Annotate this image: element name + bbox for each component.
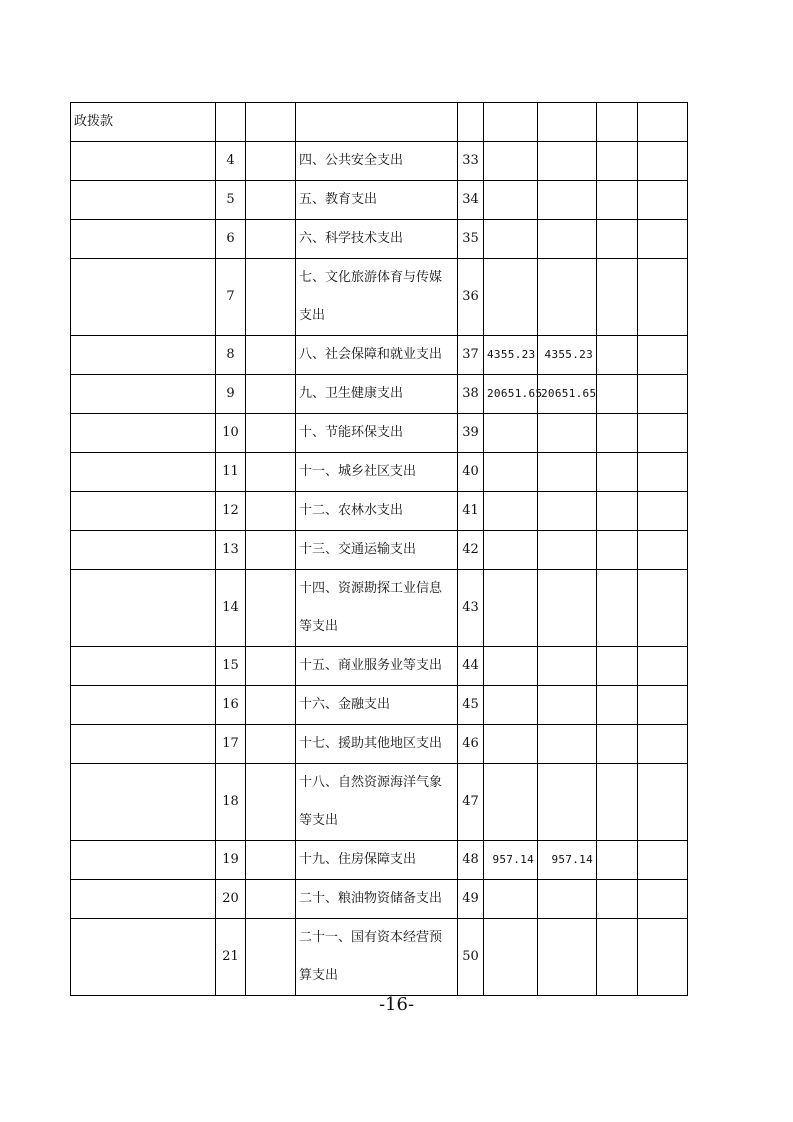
- line-number-cell: 19: [216, 841, 246, 880]
- blank-cell: [246, 336, 296, 375]
- amount-cell: [597, 880, 638, 919]
- expenditure-item-cell: 十三、交通运输支出: [296, 531, 458, 570]
- line-number-cell: 9: [216, 375, 246, 414]
- category-cell: [71, 259, 216, 336]
- amount-cell: [597, 841, 638, 880]
- category-cell: [71, 880, 216, 919]
- table-row: [71, 220, 688, 259]
- amount-cell: [638, 414, 688, 453]
- amount-cell: [484, 725, 538, 764]
- category-cell: [71, 453, 216, 492]
- blank-cell: [246, 414, 296, 453]
- amount-cell: [638, 570, 688, 647]
- category-cell: [71, 414, 216, 453]
- category-cell: [71, 220, 216, 259]
- expenditure-item-cell: 二十、粮油物资储备支出: [296, 880, 458, 919]
- expenditure-item-cell: 十一、城乡社区支出: [296, 453, 458, 492]
- amount-cell: [484, 414, 538, 453]
- amount-cell: [597, 142, 638, 181]
- amount-cell: [638, 880, 688, 919]
- category-cell: [71, 919, 216, 996]
- budget-table: [70, 102, 688, 996]
- amount-cell: [597, 919, 638, 996]
- blank-cell: [246, 492, 296, 531]
- amount-cell: [597, 647, 638, 686]
- blank-cell: [246, 453, 296, 492]
- line-number-cell: 13: [216, 531, 246, 570]
- category-cell: [71, 647, 216, 686]
- blank-cell: [246, 375, 296, 414]
- amount-cell: 20651.65: [484, 375, 538, 414]
- line-number-cell: 49: [458, 880, 484, 919]
- amount-cell: [597, 259, 638, 336]
- amount-cell: [538, 103, 597, 142]
- amount-cell: [538, 647, 597, 686]
- blank-cell: [246, 841, 296, 880]
- category-cell: [71, 764, 216, 841]
- amount-cell: [638, 142, 688, 181]
- category-cell: [71, 181, 216, 220]
- expenditure-item-cell: 十八、自然资源海洋气象等支出: [296, 764, 458, 841]
- table-row: [71, 531, 688, 570]
- line-number-cell: 4: [216, 142, 246, 181]
- blank-cell: [246, 647, 296, 686]
- amount-cell: [538, 880, 597, 919]
- blank-cell: [246, 103, 296, 142]
- amount-cell: [597, 764, 638, 841]
- expenditure-item-cell: 十九、住房保障支出: [296, 841, 458, 880]
- amount-cell: [538, 725, 597, 764]
- line-number-cell: 40: [458, 453, 484, 492]
- amount-cell: [484, 142, 538, 181]
- blank-cell: [246, 181, 296, 220]
- table-row: [71, 880, 688, 919]
- line-number-cell: 50: [458, 919, 484, 996]
- table-body: [71, 103, 688, 996]
- amount-cell: [538, 142, 597, 181]
- line-number-cell: 5: [216, 181, 246, 220]
- blank-cell: [246, 880, 296, 919]
- line-number-cell: 39: [458, 414, 484, 453]
- line-number-cell: 46: [458, 725, 484, 764]
- amount-cell: [538, 220, 597, 259]
- table-row: [71, 725, 688, 764]
- line-number-cell: 47: [458, 764, 484, 841]
- category-cell: [71, 725, 216, 764]
- amount-cell: [484, 531, 538, 570]
- table-row: [71, 181, 688, 220]
- line-number-cell: 16: [216, 686, 246, 725]
- amount-cell: [484, 570, 538, 647]
- line-number-cell: 35: [458, 220, 484, 259]
- amount-cell: [597, 531, 638, 570]
- amount-cell: [484, 181, 538, 220]
- amount-cell: [484, 880, 538, 919]
- page-number: -16-: [378, 994, 415, 1015]
- category-cell: 政拨款: [71, 103, 216, 142]
- blank-cell: [246, 764, 296, 841]
- amount-cell: [484, 453, 538, 492]
- amount-cell: [484, 647, 538, 686]
- amount-cell: [597, 453, 638, 492]
- table-row: [71, 142, 688, 181]
- blank-cell: [246, 570, 296, 647]
- amount-cell: [638, 492, 688, 531]
- amount-cell: [538, 259, 597, 336]
- table-row: [71, 336, 688, 375]
- line-number-cell: 8: [216, 336, 246, 375]
- category-cell: [71, 570, 216, 647]
- amount-cell: [638, 375, 688, 414]
- amount-cell: [538, 531, 597, 570]
- amount-cell: [597, 375, 638, 414]
- line-number-cell: 6: [216, 220, 246, 259]
- amount-cell: 957.14: [484, 841, 538, 880]
- amount-cell: [638, 725, 688, 764]
- line-number-cell: 15: [216, 647, 246, 686]
- expenditure-item-cell: 十四、资源勘探工业信息等支出: [296, 570, 458, 647]
- table-row: [71, 492, 688, 531]
- amount-cell: 4355.23: [484, 336, 538, 375]
- expenditure-item-cell: [296, 103, 458, 142]
- category-cell: [71, 686, 216, 725]
- line-number-cell: 11: [216, 453, 246, 492]
- amount-cell: [538, 919, 597, 996]
- amount-cell: [638, 531, 688, 570]
- amount-cell: [538, 570, 597, 647]
- category-cell: [71, 375, 216, 414]
- line-number-cell: 44: [458, 647, 484, 686]
- amount-cell: [484, 220, 538, 259]
- table-row: [71, 570, 688, 647]
- line-number-cell: 45: [458, 686, 484, 725]
- table-row: [71, 414, 688, 453]
- amount-cell: [638, 453, 688, 492]
- table-row: [71, 647, 688, 686]
- amount-cell: 20651.65: [538, 375, 597, 414]
- expenditure-item-cell: 二十一、国有资本经营预算支出: [296, 919, 458, 996]
- amount-cell: [484, 919, 538, 996]
- amount-cell: [538, 181, 597, 220]
- amount-cell: [597, 570, 638, 647]
- amount-cell: [597, 414, 638, 453]
- line-number-cell: 20: [216, 880, 246, 919]
- line-number-cell: 12: [216, 492, 246, 531]
- line-number-cell: 42: [458, 531, 484, 570]
- category-cell: [71, 531, 216, 570]
- amount-cell: 957.14: [538, 841, 597, 880]
- table-row: [71, 841, 688, 880]
- amount-cell: [597, 103, 638, 142]
- table-row: [71, 103, 688, 142]
- amount-cell: [638, 220, 688, 259]
- amount-cell: [597, 220, 638, 259]
- amount-cell: [638, 103, 688, 142]
- amount-cell: [597, 336, 638, 375]
- amount-cell: [484, 259, 538, 336]
- line-number-cell: 33: [458, 142, 484, 181]
- line-number-cell: 17: [216, 725, 246, 764]
- line-number-cell: [216, 103, 246, 142]
- line-number-cell: 41: [458, 492, 484, 531]
- expenditure-item-cell: 五、教育支出: [296, 181, 458, 220]
- expenditure-item-cell: 十二、农林水支出: [296, 492, 458, 531]
- line-number-cell: 18: [216, 764, 246, 841]
- table-row: [71, 764, 688, 841]
- amount-cell: [538, 453, 597, 492]
- blank-cell: [246, 686, 296, 725]
- line-number-cell: 14: [216, 570, 246, 647]
- expenditure-item-cell: 十六、金融支出: [296, 686, 458, 725]
- expenditure-item-cell: 十五、商业服务业等支出: [296, 647, 458, 686]
- line-number-cell: 48: [458, 841, 484, 880]
- line-number-cell: 38: [458, 375, 484, 414]
- amount-cell: [638, 336, 688, 375]
- line-number-cell: 34: [458, 181, 484, 220]
- table-row: [71, 259, 688, 336]
- expenditure-item-cell: 九、卫生健康支出: [296, 375, 458, 414]
- category-cell: [71, 492, 216, 531]
- amount-cell: [597, 725, 638, 764]
- line-number-cell: 43: [458, 570, 484, 647]
- blank-cell: [246, 531, 296, 570]
- line-number-cell: 37: [458, 336, 484, 375]
- amount-cell: [538, 764, 597, 841]
- line-number-cell: 10: [216, 414, 246, 453]
- amount-cell: 4355.23: [538, 336, 597, 375]
- amount-cell: [484, 764, 538, 841]
- line-number-cell: [458, 103, 484, 142]
- line-number-cell: 21: [216, 919, 246, 996]
- amount-cell: [538, 686, 597, 725]
- amount-cell: [638, 841, 688, 880]
- expenditure-item-cell: 六、科学技术支出: [296, 220, 458, 259]
- table-row: [71, 686, 688, 725]
- amount-cell: [484, 686, 538, 725]
- blank-cell: [246, 725, 296, 764]
- expenditure-item-cell: 十、节能环保支出: [296, 414, 458, 453]
- amount-cell: [638, 686, 688, 725]
- amount-cell: [538, 414, 597, 453]
- blank-cell: [246, 142, 296, 181]
- category-cell: [71, 142, 216, 181]
- line-number-cell: 7: [216, 259, 246, 336]
- category-cell: [71, 841, 216, 880]
- amount-cell: [638, 181, 688, 220]
- amount-cell: [484, 103, 538, 142]
- blank-cell: [246, 919, 296, 996]
- amount-cell: [638, 764, 688, 841]
- category-cell: [71, 336, 216, 375]
- amount-cell: [638, 919, 688, 996]
- line-number-cell: 36: [458, 259, 484, 336]
- amount-cell: [597, 686, 638, 725]
- amount-cell: [484, 492, 538, 531]
- table-row: [71, 453, 688, 492]
- table-row: [71, 375, 688, 414]
- amount-cell: [638, 259, 688, 336]
- amount-cell: [597, 181, 638, 220]
- table-row: [71, 919, 688, 996]
- blank-cell: [246, 220, 296, 259]
- blank-cell: [246, 259, 296, 336]
- amount-cell: [538, 492, 597, 531]
- expenditure-item-cell: 七、文化旅游体育与传媒支出: [296, 259, 458, 336]
- amount-cell: [638, 647, 688, 686]
- expenditure-item-cell: 十七、援助其他地区支出: [296, 725, 458, 764]
- expenditure-item-cell: 四、公共安全支出: [296, 142, 458, 181]
- amount-cell: [597, 492, 638, 531]
- expenditure-item-cell: 八、社会保障和就业支出: [296, 336, 458, 375]
